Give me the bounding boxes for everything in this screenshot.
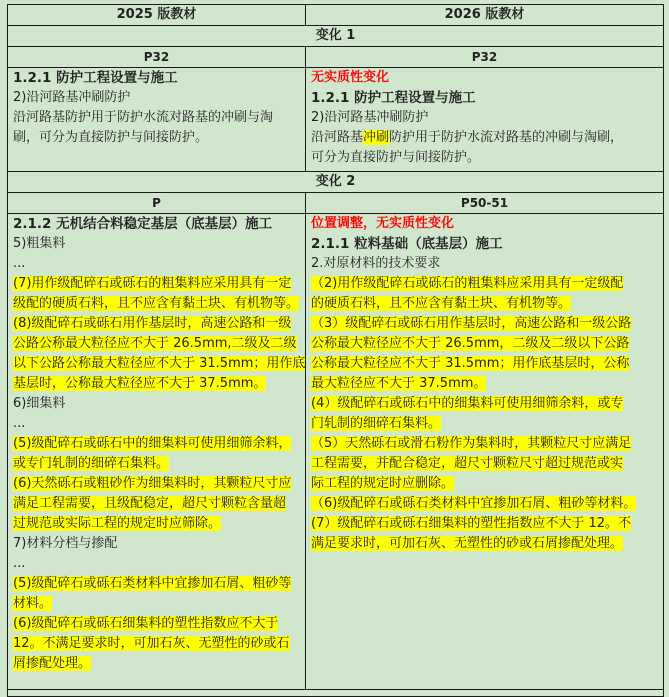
next-row-cell: [8, 690, 664, 697]
header-2025: 2025 版教材: [8, 5, 306, 26]
ellipsis: ...: [13, 556, 26, 571]
highlighted-text: 的硬质石料，且不应含有黏土块、有机物等。: [311, 296, 572, 311]
change1-left-page: P32: [8, 47, 306, 68]
highlighted-text: （2)用作级配碎石或砾石的粗集料应采用具有一定级配: [311, 276, 624, 291]
change2-left-page: P: [8, 193, 306, 214]
highlighted-text: （5）天然砾石或滑石粉作为集料时，其颗粒尺寸应满足: [311, 436, 632, 451]
highlighted-text: （3）级配碎石或砾石用作基层时，高速公路和一级公路: [311, 316, 632, 331]
subheading: 6)细集料: [13, 396, 66, 411]
change1-right-cell: [306, 68, 664, 172]
subheading: 2)沿河路基冲刷防护: [13, 90, 131, 105]
ellipsis: ...: [13, 256, 26, 271]
next-row-partial: [8, 690, 664, 697]
section-title: 2.1.1 粒料基础（底基层）施工: [311, 236, 503, 252]
highlighted-text: 公称最大粒径应不大于 26.5mm，二级及二级以下公路: [311, 336, 630, 351]
highlighted-text: 工程需要，并配合稳定，超尺寸颗粒尺寸超过规范或实: [311, 456, 624, 471]
change2-content-row: [8, 214, 664, 690]
change1-right-page: P32: [306, 47, 664, 68]
subheading: 2)沿河路基冲刷防护: [311, 110, 429, 125]
body-text: 可分为直接防护与间接防护。: [311, 150, 481, 165]
change2-page-row: [8, 193, 664, 214]
highlighted-text: (7）级配碎石或砾石细集料的塑性指数应不大于 12。不: [311, 516, 632, 531]
highlighted-text: 门轧制的细碎石集料。: [311, 416, 442, 431]
change-note: 位置调整，无实质性变化: [311, 216, 455, 231]
highlighted-text: (6)级配碎石或砾石细集料的塑性指数应不大于: [13, 616, 279, 631]
highlighted-text: (8)级配碎石或砾石用作基层时，高速公路和一级: [13, 316, 292, 331]
text-fragment: 沿河路基: [311, 130, 364, 145]
highlighted-text: 以下公路公称最大粒径应不大于 31.5mm；用作底: [13, 356, 306, 371]
highlighted-text: 材料。: [13, 596, 53, 611]
highlighted-text: (5)级配碎石或砾石中的细集料可使用细筛余料，: [13, 436, 292, 451]
subheading: 5)粗集料: [13, 236, 66, 251]
subheading: 2.对原材料的技术要求: [311, 256, 441, 271]
change2-left-cell: [8, 214, 306, 690]
highlighted-text: 满足工程需要，且级配稳定，超尺寸颗粒含量超: [13, 496, 287, 511]
change1-page-row: [8, 47, 664, 68]
highlighted-text: 际工程的规定时应删除。: [311, 476, 455, 491]
change1-title: 变化 1: [8, 26, 664, 47]
highlighted-text: 12。不满足要求时，可加石灰、无塑性的砂或石: [13, 636, 290, 651]
highlighted-text: 级配的硬质石料，且不应含有黏土块、有机物等。: [13, 296, 300, 311]
highlighted-text: 基层时，公称最大粒径应不大于 37.5mm。: [13, 376, 267, 391]
change1-left-cell: [8, 68, 306, 172]
highlighted-text: 满足要求时，可加石灰、无塑性的砂或石屑掺配处理。: [311, 536, 624, 551]
highlighted-text: 公路公称最大粒径应不大于 26.5mm,二级及二级: [13, 336, 297, 351]
highlighted-text: 冲刷: [363, 130, 390, 145]
change2-right-cell: [306, 214, 664, 690]
highlighted-text: (6)天然砾石或粗砂作为细集料时，其颗粒尺寸应: [13, 476, 292, 491]
ellipsis: ...: [13, 416, 26, 431]
highlighted-text: 公称最大粒径应不大于 31.5mm；用作底基层时，公称: [311, 356, 630, 371]
highlighted-text: (4）级配碎石或砾石中的细集料可使用细筛余料，或专: [311, 396, 624, 411]
text-fragment: 防护用于防护水流对路基的冲刷与淘刷，: [389, 130, 624, 145]
highlighted-text: 过规范或实际工程的规定时应筛除。: [13, 516, 222, 531]
section-title: 2.1.2 无机结合料稳定基层（底基层）施工: [13, 216, 273, 232]
comparison-table: [7, 4, 664, 697]
body-text: 刷，可分为直接防护与间接防护。: [13, 130, 209, 145]
body-text: 沿河路基防护用于防护水流对路基的冲刷与淘: [13, 110, 274, 125]
highlighted-text: (7)用作级配碎石或砾石的粗集料应采用具有一定: [13, 276, 292, 291]
highlighted-text: （6)级配碎石或砾石类材料中宜掺加石屑、粗砂等材料。: [311, 496, 637, 511]
header-2026: 2026 版教材: [306, 5, 664, 26]
highlighted-text: 最大粒径应不大于 37.5mm。: [311, 376, 487, 391]
highlighted-text: 屑掺配处理。: [13, 656, 92, 671]
change2-title-row: [8, 172, 664, 193]
header-row: [8, 5, 664, 26]
change-note: 无实质性变化: [311, 70, 390, 85]
change1-title-row: [8, 26, 664, 47]
change2-right-page: P50-51: [306, 193, 664, 214]
change2-title: 变化 2: [8, 172, 664, 193]
section-title: 1.2.1 防护工程设置与施工: [311, 90, 476, 106]
change1-content-row: [8, 68, 664, 172]
subheading: 7)材料分档与掺配: [13, 536, 118, 551]
body-text: [311, 128, 658, 148]
section-title: 1.2.1 防护工程设置与施工: [13, 70, 178, 86]
highlighted-text: 或专门轧制的细碎石集料。: [13, 456, 170, 471]
highlighted-text: (5)级配碎石或砾石类材料中宜掺加石屑、粗砂等: [13, 576, 292, 591]
